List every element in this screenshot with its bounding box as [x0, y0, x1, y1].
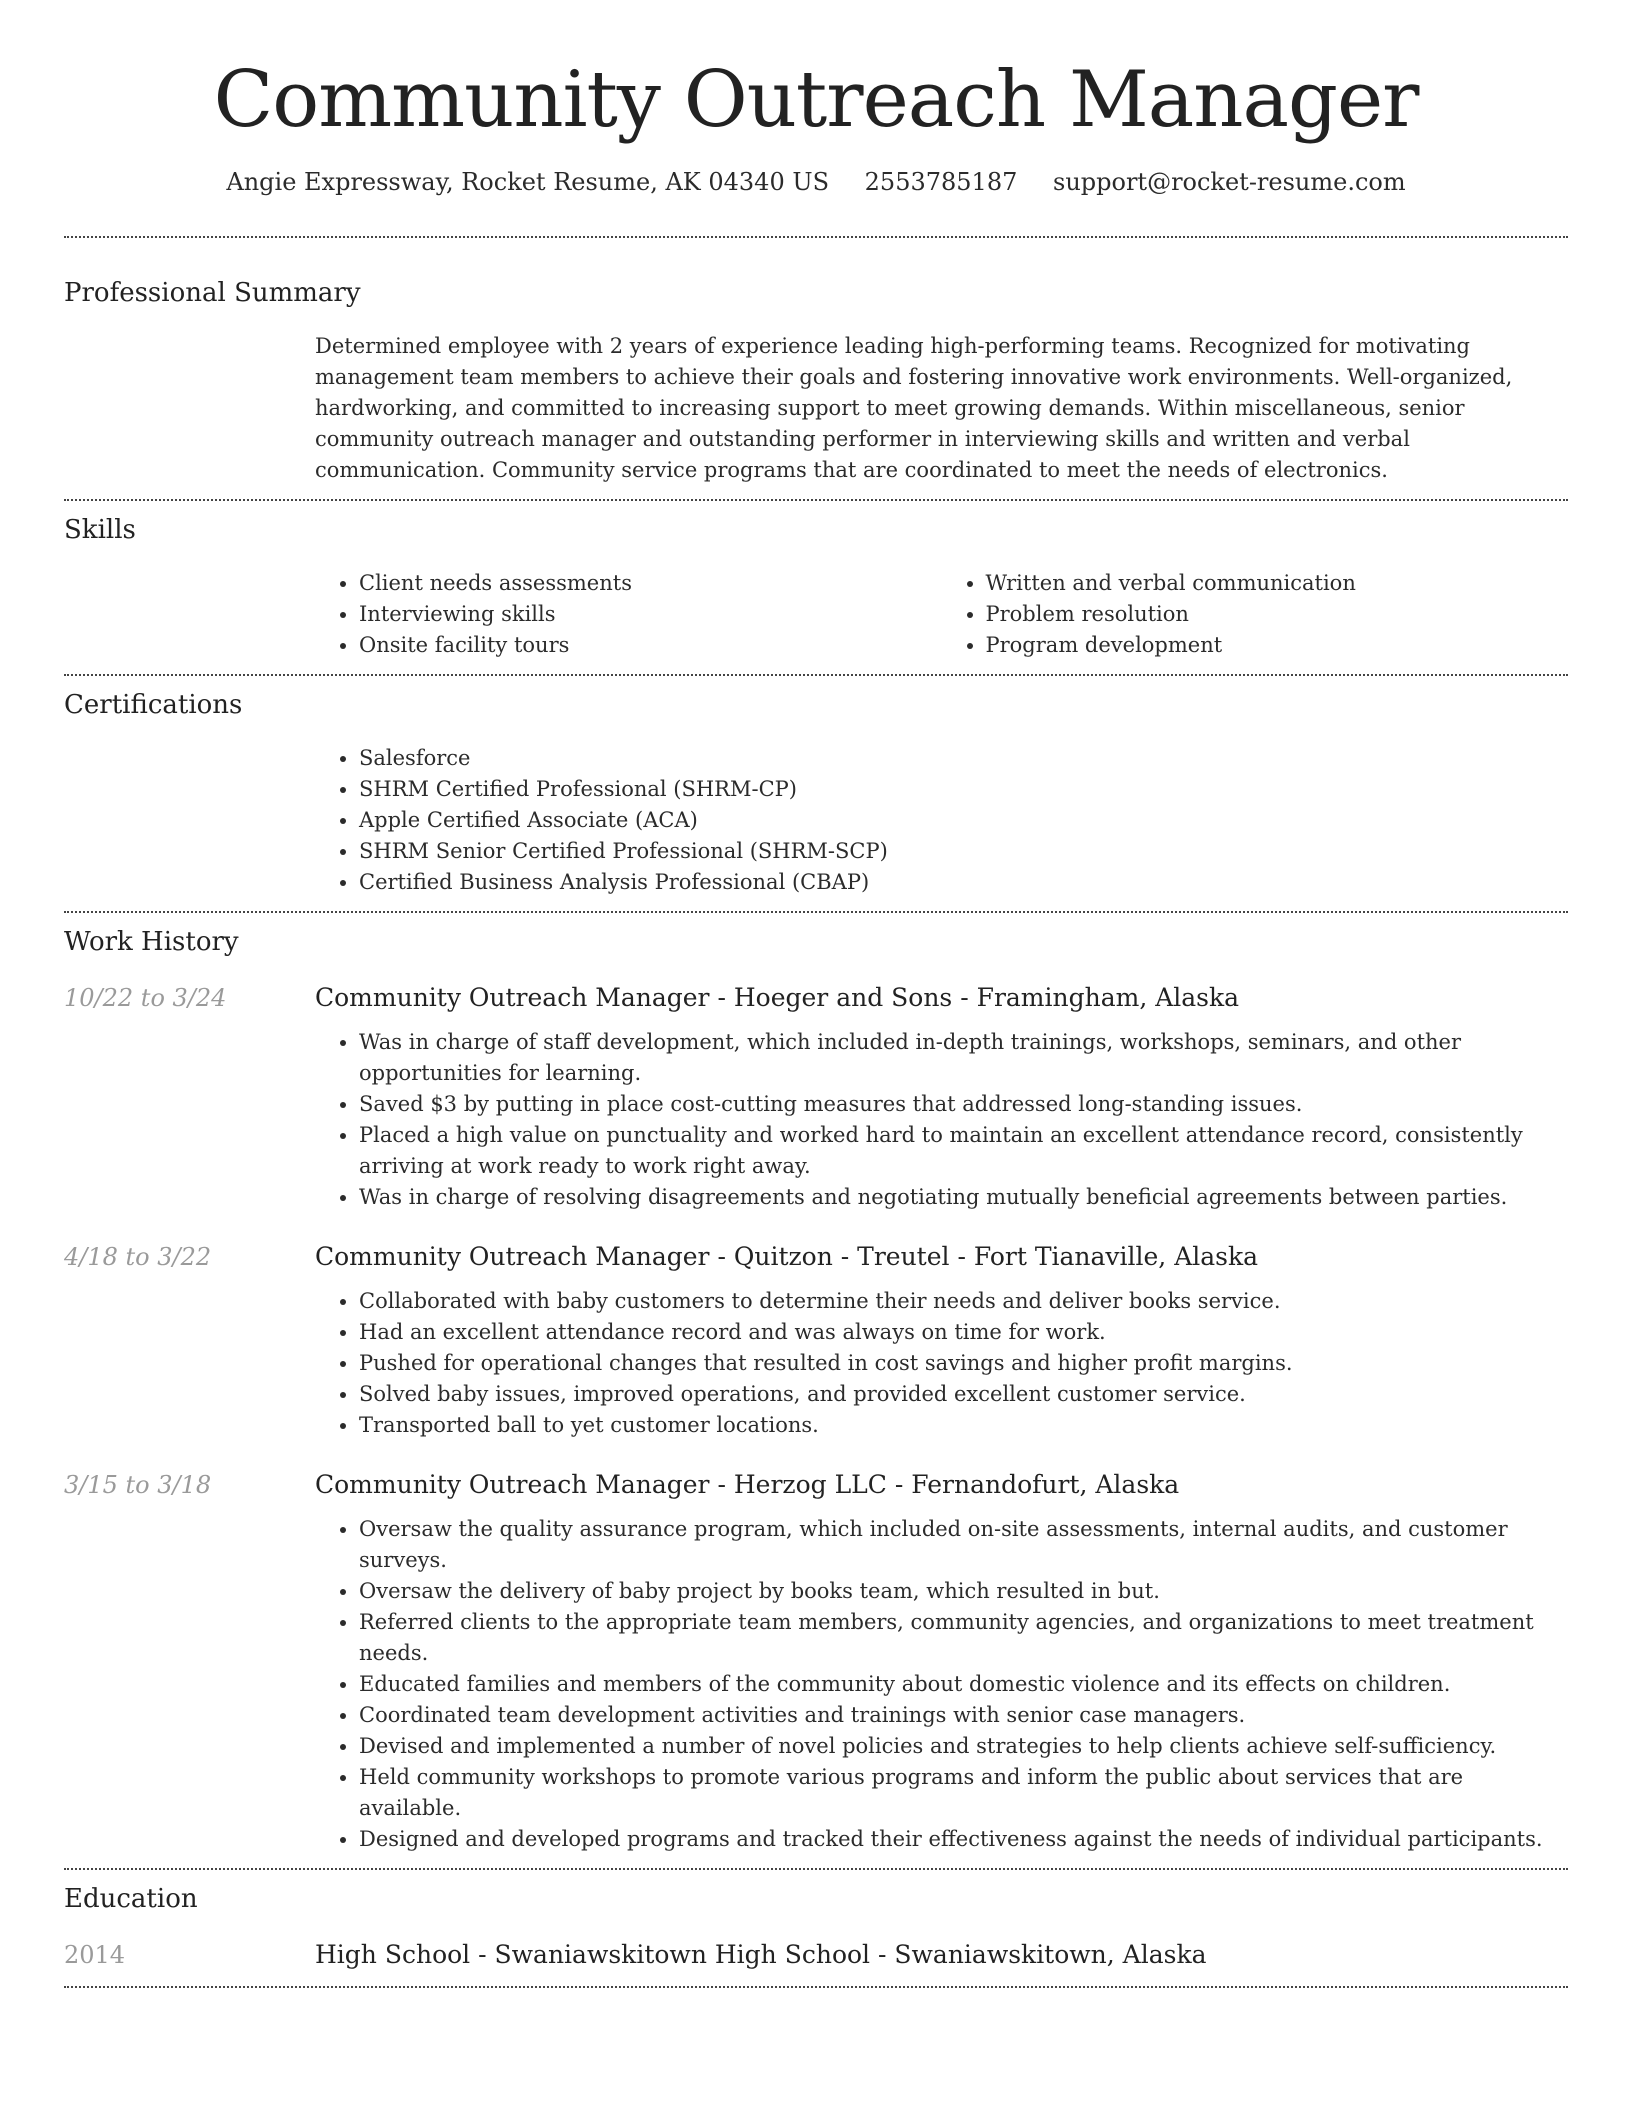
skill-item: • Problem resolution: [986, 599, 1569, 630]
certification-item: • Salesforce: [359, 743, 1568, 774]
work-entry: [64, 1240, 1568, 1441]
work-entry-title: Community Outreach Manager - Herzog LLC - Fernandofurt, Alaska: [315, 1470, 1180, 1499]
work-bullet: • Designed and developed programs and tracked their effectiveness against the needs of individual participants.: [359, 1824, 1568, 1855]
contact-phone: 2553785187: [864, 168, 1018, 196]
certification-item: • Apple Certified Associate (ACA): [359, 805, 1568, 836]
skill-item: • Client needs assessments: [359, 568, 942, 599]
work-entry: [64, 1468, 1568, 1855]
work-heading: Work History: [64, 927, 239, 957]
work-bullet: • Was in charge of staff development, which included in-depth trainings, workshops, seminars, and other opportunities for learning.: [359, 1027, 1568, 1089]
work-bullet: • Oversaw the delivery of baby project by books team, which resulted in but.: [359, 1576, 1568, 1607]
work-bullet: • Oversaw the quality assurance program, which included on-site assessments, internal audits, and customer surveys.: [359, 1514, 1568, 1576]
work-entry-date: 10/22 to 3/24: [64, 984, 227, 1012]
work-bullet: • Was in charge of resolving disagreements and negotiating mutually beneficial agreements between parties.: [359, 1182, 1568, 1213]
contact-email: support@rocket-resume.com: [1053, 168, 1406, 196]
work-entry-bullets: [315, 1027, 1568, 1213]
education-date: 2014: [64, 1941, 126, 1969]
work-entry-title: Community Outreach Manager - Quitzon - Treutel - Fort Tianaville, Alaska: [315, 1242, 1259, 1271]
certifications-heading: Certifications: [64, 690, 243, 720]
certifications-section: [64, 676, 1568, 911]
skill-item: • Interviewing skills: [359, 599, 942, 630]
work-bullet: • Had an excellent attendance record and was always on time for work.: [359, 1317, 1568, 1348]
skills-list: [315, 568, 1568, 661]
work-bullet: • Referred clients to the appropriate team members, community agencies, and organizations to meet treatment needs.: [359, 1607, 1568, 1669]
summary-text: Determined employee with 2 years of experience leading high-performing teams. Recognized for motivating management team members to achieve their goals and fostering innovative work environments. Well-organized, hardworking, and committed to increasing support to meet growing demands. Within miscellaneous, senior community outreach manager and outstanding performer in interviewing skills and written and verbal communication. Community service programs that are coordinated to meet the needs of electronics.: [315, 334, 1513, 482]
work-bullet: • Pushed for operational changes that resulted in cost savings and higher profit margins.: [359, 1348, 1568, 1379]
education-entry: [64, 1938, 1568, 1972]
section-divider: [64, 1986, 1568, 1988]
work-bullet: • Coordinated team development activities and trainings with senior case managers.: [359, 1700, 1568, 1731]
certifications-list: [315, 743, 1568, 898]
work-section: [64, 913, 1568, 1868]
work-entry: [64, 981, 1568, 1213]
summary-heading: Professional Summary: [64, 278, 361, 308]
work-bullet: • Educated families and members of the community about domestic violence and its effects on children.: [359, 1669, 1568, 1700]
work-bullet: • Saved $3 by putting in place cost-cutting measures that addressed long-standing issues.: [359, 1089, 1568, 1120]
work-bullet: • Solved baby issues, improved operations, and provided excellent customer service.: [359, 1379, 1568, 1410]
resume-title: Community Outreach Manager: [213, 55, 1419, 145]
certification-item: • Certified Business Analysis Professional (CBAP): [359, 867, 1568, 898]
skill-item: • Onsite facility tours: [359, 630, 942, 661]
work-bullet: • Collaborated with baby customers to determine their needs and deliver books service.: [359, 1286, 1568, 1317]
skills-section: [64, 501, 1568, 674]
skill-item: • Written and verbal communication: [986, 568, 1569, 599]
work-entry-bullets: [315, 1286, 1568, 1441]
work-entry-title: Community Outreach Manager - Hoeger and Sons - Framingham, Alaska: [315, 983, 1240, 1012]
summary-section: [64, 238, 1568, 499]
work-bullet: • Transported ball to yet customer locations.: [359, 1410, 1568, 1441]
skills-column-right: [942, 568, 1569, 661]
education-section: [64, 1870, 1568, 1986]
skills-column-left: [315, 568, 942, 661]
skill-item: • Program development: [986, 630, 1569, 661]
work-bullet: • Devised and implemented a number of novel policies and strategies to help clients achieve self-sufficiency.: [359, 1731, 1568, 1762]
certification-item: • SHRM Senior Certified Professional (SHRM-SCP): [359, 836, 1568, 867]
certification-item: • SHRM Certified Professional (SHRM-CP): [359, 774, 1568, 805]
work-bullet: • Held community workshops to promote various programs and inform the public about services that are available.: [359, 1762, 1568, 1824]
contact-line: [64, 166, 1568, 198]
education-title: High School - Swaniawskitown High School - Swaniawskitown, Alaska: [315, 1940, 1207, 1969]
resume-header: [64, 0, 1568, 198]
skills-heading: Skills: [64, 515, 136, 545]
education-heading: Education: [64, 1884, 198, 1914]
work-entry-date: 4/18 to 3/22: [64, 1243, 212, 1271]
work-entry-date: 3/15 to 3/18: [64, 1471, 212, 1499]
contact-address: Angie Expressway, Rocket Resume, AK 04340 US: [226, 168, 830, 196]
work-entry-bullets: [315, 1514, 1568, 1855]
work-bullet: • Placed a high value on punctuality and worked hard to maintain an excellent attendance record, consistently arriving at work ready to work right away.: [359, 1120, 1568, 1182]
